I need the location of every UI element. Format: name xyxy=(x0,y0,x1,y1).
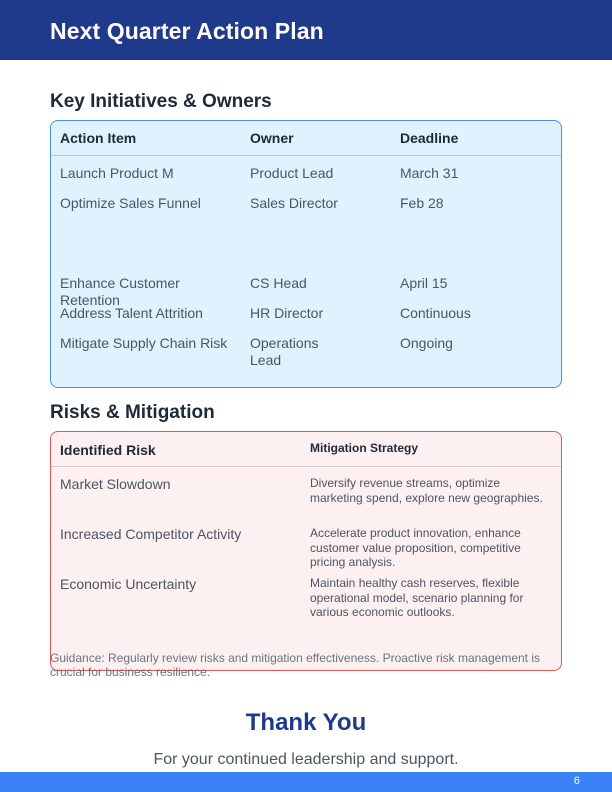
cell-deadline: April 15 xyxy=(400,275,448,291)
cell-action: Launch Product M xyxy=(60,165,174,181)
section-title-risks: Risks & Mitigation xyxy=(50,402,215,423)
column-header-deadline: Deadline xyxy=(400,130,459,146)
cell-owner: Product Lead xyxy=(250,165,334,181)
initiatives-table xyxy=(50,120,562,388)
column-header-identified-risk: Identified Risk xyxy=(60,442,156,458)
column-header-mitigation-strategy: Mitigation Strategy xyxy=(310,441,419,455)
cell-action: Optimize Sales Funnel xyxy=(60,195,201,211)
cell-mitigation: Diversify revenue streams, optimize marketing spend, explore new geographies. xyxy=(310,476,543,505)
column-header-action-item: Action Item xyxy=(60,130,137,146)
cell-action: Enhance Customer Retention xyxy=(60,275,180,308)
cell-risk: Increased Competitor Activity xyxy=(60,526,242,542)
cell-deadline: Continuous xyxy=(400,305,471,321)
table-header-row xyxy=(51,432,561,467)
table-header-row xyxy=(51,121,561,156)
cell-risk: Market Slowdown xyxy=(60,476,171,492)
cell-mitigation: Accelerate product innovation, enhance customer value proposition, competitive pricing analysis. xyxy=(310,526,521,570)
page-title: Next Quarter Action Plan xyxy=(50,18,324,44)
cell-deadline: Ongoing xyxy=(400,335,453,351)
cell-owner: CS Head xyxy=(250,275,307,291)
thank-you-heading: Thank You xyxy=(245,709,367,736)
header-bar xyxy=(0,0,612,60)
risks-table xyxy=(50,431,562,671)
column-header-owner: Owner xyxy=(250,130,294,146)
page-number: 6 xyxy=(573,775,580,787)
cell-deadline: March 31 xyxy=(400,165,459,181)
cell-risk: Economic Uncertainty xyxy=(60,576,197,592)
section-title-initiatives: Key Initiatives & Owners xyxy=(50,91,272,112)
cell-deadline: Feb 28 xyxy=(400,195,444,211)
footer-bar xyxy=(0,772,612,792)
thank-you-subtitle: For your continued leadership and support. xyxy=(153,751,459,768)
cell-owner: HR Director xyxy=(250,305,324,321)
cell-action: Address Talent Attrition xyxy=(60,305,203,321)
cell-mitigation: Maintain healthy cash reserves, flexible operational model, scenario planning for various economic outlooks. xyxy=(310,576,524,620)
cell-owner: Sales Director xyxy=(250,195,338,211)
guidance-note: Guidance: Regularly review risks and mitigation effectiveness. Proactive risk management is crucial for business resilience. xyxy=(50,651,540,679)
cell-owner: Operations Lead xyxy=(250,335,319,368)
cell-action: Mitigate Supply Chain Risk xyxy=(60,335,228,351)
